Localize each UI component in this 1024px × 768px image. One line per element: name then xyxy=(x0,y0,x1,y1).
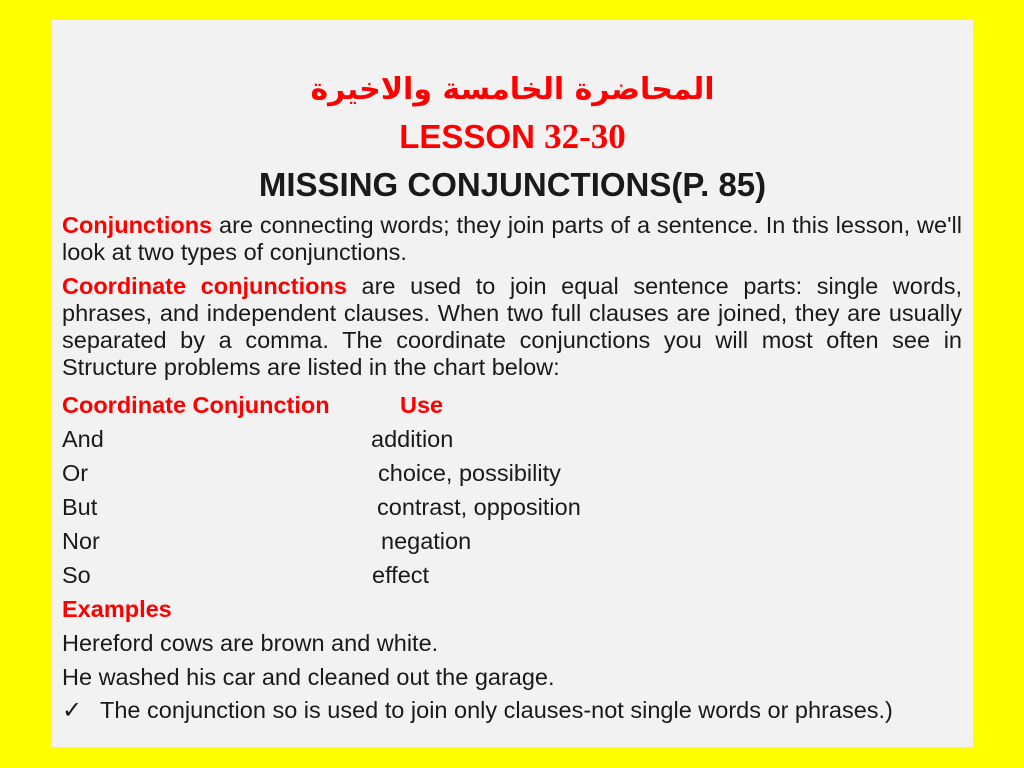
conjunction-cell: Nor xyxy=(62,528,100,554)
note-item xyxy=(62,697,962,724)
table-row xyxy=(62,490,962,524)
use-cell: choice, possibility xyxy=(378,460,561,486)
table-row xyxy=(62,524,962,558)
table-row xyxy=(62,558,962,592)
note-text: The conjunction so is used to join only clauses-not single words or phrases.) xyxy=(100,697,893,723)
table-row xyxy=(62,422,962,456)
intro-paragraph xyxy=(62,212,962,266)
intro-text: are connecting words; they join parts of a sentence. In this lesson, we'll look at two types of conjunctions. xyxy=(62,212,962,265)
examples-label: Examples xyxy=(62,596,172,622)
use-cell: effect xyxy=(372,562,430,588)
intro-term: Conjunctions xyxy=(62,212,213,238)
table-header xyxy=(62,388,962,422)
use-cell: addition xyxy=(371,426,454,452)
conjunction-cell: But xyxy=(62,494,98,520)
checkmark-icon: ✓ xyxy=(62,697,83,724)
coordinate-text: are used to join equal sentence parts: single words, phrases, and independent clauses. When two full clauses are joined, they are usually separated by a comma. The coordinate conjunctions you will most often see in Structure problems are listed in the chart below: xyxy=(62,273,962,380)
page-title: MISSING CONJUNCTIONS(P. 85) xyxy=(258,166,767,203)
table-row xyxy=(62,456,962,490)
header-conjunction: Coordinate Conjunction xyxy=(62,392,330,418)
example-item: Hereford cows are brown and white. xyxy=(62,630,439,656)
conjunction-cell: Or xyxy=(62,460,89,486)
lesson-number: 32-30 xyxy=(544,117,626,156)
arabic-heading: المحاضرة الخامسة والاخيرة xyxy=(310,72,715,107)
use-cell: negation xyxy=(381,528,472,554)
use-cell: contrast, opposition xyxy=(377,494,581,520)
header-use: Use xyxy=(400,392,444,418)
coordinate-paragraph xyxy=(62,273,962,381)
coordinate-term: Coordinate conjunctions xyxy=(62,273,347,299)
conjunction-cell: And xyxy=(62,426,104,452)
conjunction-cell: So xyxy=(62,562,91,588)
slide xyxy=(52,20,973,747)
lesson-word: LESSON xyxy=(399,118,535,155)
example-item: He washed his car and cleaned out the garage. xyxy=(62,664,555,690)
content-body xyxy=(62,212,962,724)
lesson-heading xyxy=(52,117,973,157)
